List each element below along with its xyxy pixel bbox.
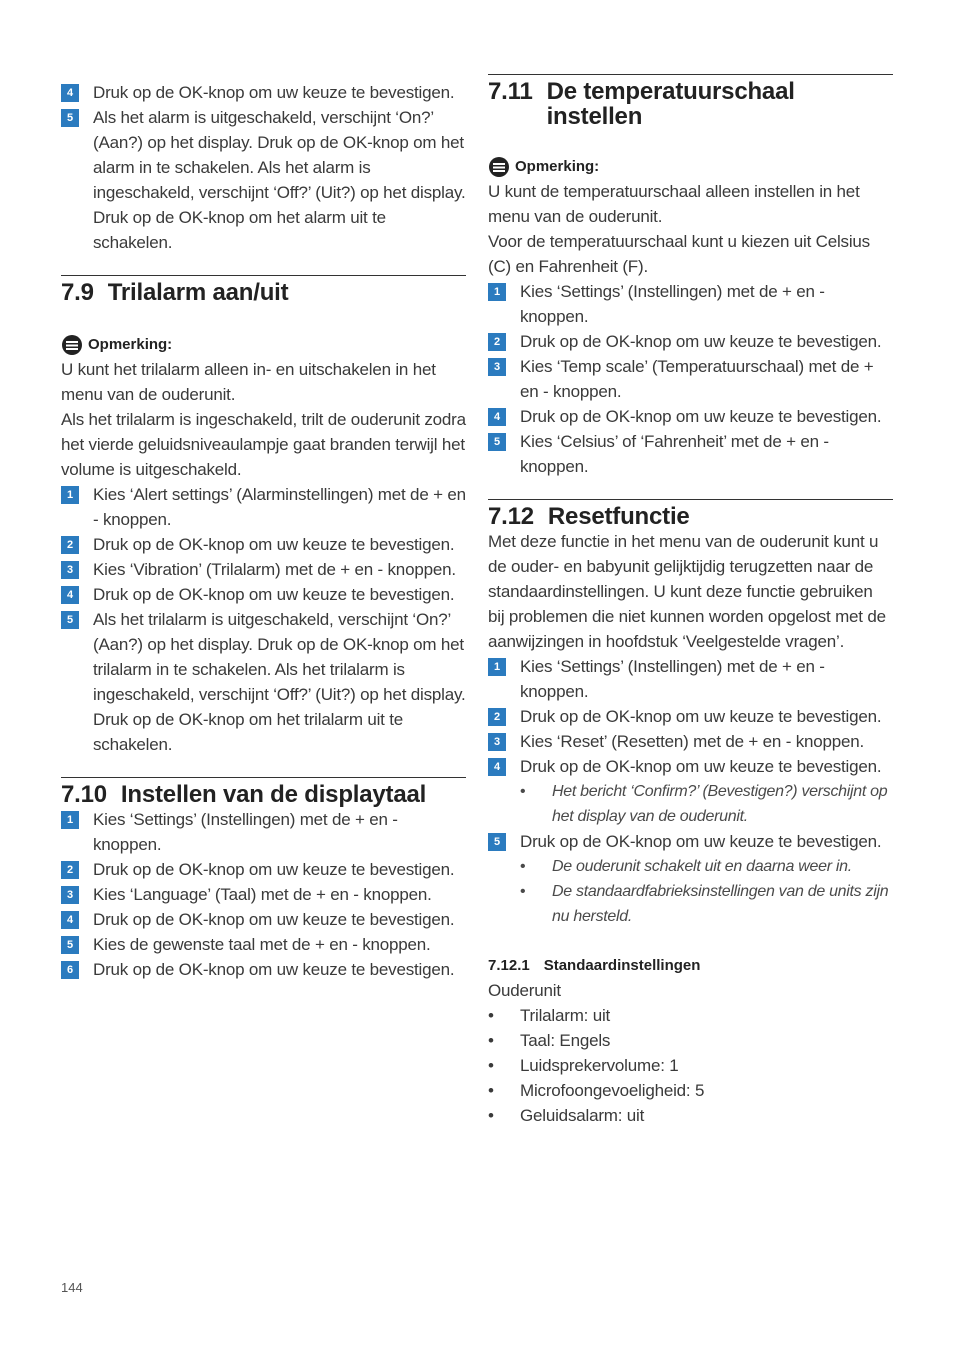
bullet: • [488,1106,494,1125]
list-item [488,1053,893,1078]
step [488,729,893,754]
step [61,532,466,557]
section-number: 7.9 [61,279,94,306]
section-title: Resetfunctie [547,503,690,530]
section-number: 7.10 [61,781,107,808]
step-text: Als het trilalarm is uitgeschakeld, verschijnt ‘On?’ (Aan?) op het display. Druk op de OK-knop om het trilalarm in te schakelen. Als het trilalarm is ingeschakeld, verschijnt ‘Off?’ (Uit?) op het display. Druk op de OK-knop om het trilalarm uit te schakelen. [93,610,466,754]
step-text: Druk op de OK-knop om uw keuze te bevestigen. [520,707,882,726]
list-item-text: Trilalarm: uit [520,1006,611,1025]
note-title: Opmerking: [515,158,600,175]
step [488,829,893,854]
step [61,482,466,532]
subsection-title: Standaardinstellingen [543,957,701,974]
step-number-badge: 5 [488,433,506,451]
step [488,654,893,704]
step-note [488,879,893,929]
step [488,329,893,354]
subsection-heading-7-12-1 [488,953,893,978]
step-number-badge: 4 [61,911,79,929]
step-number-badge: 3 [61,561,79,579]
step [488,404,893,429]
step-text: Kies ‘Settings’ (Instellingen) met de + en - knoppen. [520,657,825,701]
step-number-badge: 4 [488,408,506,426]
step-number-badge: 3 [61,886,79,904]
left-column [61,0,466,982]
list-item-text: Geluidsalarm: uit [520,1106,645,1125]
step-number-badge: 5 [61,936,79,954]
step-number-badge: 2 [488,708,506,726]
section-number: 7.11 [488,78,533,105]
list-item [488,1028,893,1053]
step-note [488,779,893,829]
step [61,80,466,105]
bullet: • [488,1081,494,1100]
step [61,105,466,255]
bullet: • [488,1031,494,1050]
step-number-badge: 3 [488,358,506,376]
step-number-badge: 1 [488,658,506,676]
paragraph: Als het trilalarm is ingeschakeld, trilt de ouderunit zodra het vierde geluidsniveaulampje gaat branden terwijl het volume is uitgeschakeld. [61,410,466,479]
step-number-badge: 1 [488,283,506,301]
section-heading-7-10 [61,777,466,807]
step-text: Kies ‘Vibration’ (Trilalarm) met de + en - knoppen. [93,560,456,579]
section-heading-7-11 [488,74,893,129]
step-number-badge: 4 [488,758,506,776]
step-text: Kies ‘Settings’ (Instellingen) met de + en - knoppen. [93,810,398,854]
step-text: Druk op de OK-knop om uw keuze te bevestigen. [93,960,455,979]
step-number-badge: 1 [61,486,79,504]
list-item-text: Luidsprekervolume: 1 [520,1056,679,1075]
step [488,354,893,404]
step [488,704,893,729]
step-text: Kies ‘Reset’ (Resetten) met de + en - knoppen. [520,732,865,751]
paragraph: U kunt de temperatuurschaal alleen instellen in het menu van de ouderunit. [488,182,860,226]
step [488,279,893,329]
list-item [488,1078,893,1103]
step [61,907,466,932]
note-icon [61,334,83,356]
step-text: Kies ‘Language’ (Taal) met de + en - knoppen. [93,885,432,904]
step-note-text: Het bericht ‘Confirm?’ (Bevestigen?) verschijnt op het display van de ouderunit. [552,783,888,825]
step [61,932,466,957]
step [61,557,466,582]
step [61,582,466,607]
step-number-badge: 5 [61,611,79,629]
step [61,857,466,882]
list-item-text: Taal: Engels [520,1031,611,1050]
step-number-badge: 6 [61,961,79,979]
step [488,754,893,779]
step-text: Druk op de OK-knop om uw keuze te bevestigen. [520,407,882,426]
step [61,807,466,857]
step-note [488,854,893,879]
step-number-badge: 4 [61,84,79,102]
step-text: Druk op de OK-knop om uw keuze te bevestigen. [93,585,455,604]
step-text: Als het alarm is uitgeschakeld, verschijnt ‘On?’ (Aan?) op het display. Druk op de OK-knop om het alarm in te schakelen. Als het alarm is ingeschakeld, verschijnt ‘Off?’ (Uit?) op het display. Druk op de OK-knop om het alarm uit te schakelen. [93,108,466,252]
step-number-badge: 1 [61,811,79,829]
bullet: • [488,1006,494,1025]
list-item [488,1103,893,1128]
step-text: Druk op de OK-knop om uw keuze te bevestigen. [520,832,882,851]
step-text: Kies ‘Alert settings’ (Alarminstellingen) met de + en - knoppen. [93,485,466,529]
step-text: Kies ‘Settings’ (Instellingen) met de + en - knoppen. [520,282,825,326]
step-text: Druk op de OK-knop om uw keuze te bevestigen. [93,910,455,929]
section-heading-7-9 [61,275,466,305]
step-note-text: De standaardfabrieksinstellingen van de units zijn nu hersteld. [552,883,889,925]
paragraph: Voor de temperatuurschaal kunt u kiezen uit Celsius (C) en Fahrenheit (F). [488,232,870,276]
step-text: Druk op de OK-knop om uw keuze te bevestigen. [93,83,455,102]
section-number: 7.12 [488,503,534,530]
note-label [61,332,466,357]
note-title: Opmerking: [88,336,173,353]
step-text: Kies ‘Temp scale’ (Temperatuurschaal) met de + en - knoppen. [520,357,874,401]
list-label: Ouderunit [488,981,561,1000]
section-heading-7-12 [488,499,893,529]
step-number-badge: 2 [61,861,79,879]
paragraph: Met deze functie in het menu van de ouderunit kunt u de ouder- en babyunit gelijktijdig terugzetten naar de standaardinstellingen. U kunt deze functie gebruiken bij problemen die niet kunnen worden opgelost met de aanwijzingen in hoofdstuk ‘Veelgestelde vragen’. [488,532,886,651]
step-text: Kies ‘Celsius’ of ‘Fahrenheit’ met de + en - knoppen. [520,432,829,476]
step-text: Druk op de OK-knop om uw keuze te bevestigen. [520,332,882,351]
section-title: Trilalarm aan/uit [107,279,289,306]
bullet: • [488,1056,494,1075]
bullet: • [520,783,526,800]
bullet: • [520,883,526,900]
step-text: Druk op de OK-knop om uw keuze te bevestigen. [93,860,455,879]
list-item [488,1003,893,1028]
page-number: 144 [61,1280,83,1295]
subsection-number: 7.12.1 [488,957,530,974]
section-title: De temperatuurschaal instellen [546,78,795,130]
step [61,882,466,907]
step-number-badge: 5 [61,109,79,127]
step-text: Kies de gewenste taal met de + en - knoppen. [93,935,431,954]
step-number-badge: 5 [488,833,506,851]
note-label [488,154,893,179]
step-text: Druk op de OK-knop om uw keuze te bevestigen. [93,535,455,554]
step-number-badge: 2 [61,536,79,554]
right-column [488,0,893,1128]
paragraph: U kunt het trilalarm alleen in- en uitschakelen in het menu van de ouderunit. [61,360,436,404]
list-item-text: Microfoongevoeligheid: 5 [520,1081,705,1100]
step-number-badge: 3 [488,733,506,751]
step-number-badge: 2 [488,333,506,351]
step-number-badge: 4 [61,586,79,604]
step [488,429,893,479]
note-icon [488,156,510,178]
step [61,607,466,757]
section-title: Instellen van de displaytaal [120,781,427,808]
step-note-text: De ouderunit schakelt uit en daarna weer in. [552,858,852,875]
step-text: Druk op de OK-knop om uw keuze te bevestigen. [520,757,882,776]
step [61,957,466,982]
bullet: • [520,858,526,875]
